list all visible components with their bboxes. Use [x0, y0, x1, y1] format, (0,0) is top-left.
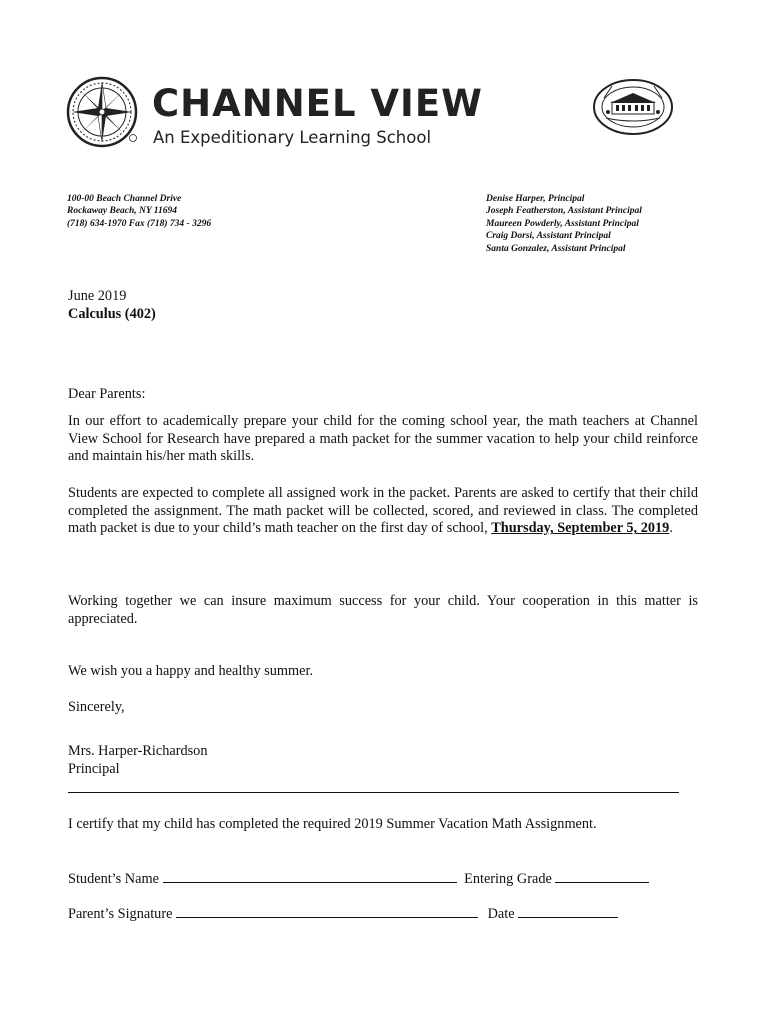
- entering-grade-field[interactable]: [555, 869, 649, 883]
- instructions-end: .: [669, 520, 673, 537]
- paragraph-cooperation: Working together we can insure maximum success for your child. Your cooperation in this matter is appreciated.: [68, 593, 698, 627]
- letter-date: June 2019: [68, 288, 127, 304]
- staff-list: [486, 193, 642, 255]
- student-name-field[interactable]: [163, 869, 457, 883]
- entering-grade-label: Entering Grade: [464, 871, 552, 887]
- signer-title: Principal: [68, 761, 120, 777]
- salutation: Dear Parents:: [68, 386, 146, 402]
- staff-line: Maureen Powderly, Assistant Principal: [486, 218, 639, 229]
- address-line: Rockaway Beach, NY 11694: [67, 206, 177, 217]
- closing: Sincerely,: [68, 699, 125, 715]
- staff-line: Joseph Featherston, Assistant Principal: [486, 206, 642, 217]
- divider-line: [68, 792, 679, 793]
- parent-signature-field[interactable]: [176, 904, 478, 918]
- staff-line: Craig Dorsi, Assistant Principal: [486, 231, 611, 242]
- compass-rose-logo: [66, 76, 138, 148]
- student-grade-row: [68, 869, 649, 888]
- signer-name: Mrs. Harper-Richardson: [68, 743, 208, 759]
- staff-line: Denise Harper, Principal: [486, 194, 585, 204]
- date-field[interactable]: [518, 904, 618, 918]
- certification-statement: I certify that my child has completed the required 2019 Summer Vacation Math Assignment.: [68, 816, 597, 832]
- school-tagline: An Expeditionary Learning School: [153, 128, 432, 147]
- letter-subject: Calculus (402): [68, 306, 156, 322]
- parent-signature-label: Parent’s Signature: [68, 906, 173, 922]
- school-address: [67, 193, 211, 230]
- paragraph-intro: In our effort to academically prepare your child for the coming school year, the math teachers at Channel View School for Research have prepared a math packet for the summer vacation to help your child reinforce and maintain his/her math skills.: [68, 413, 698, 465]
- school-name: CHANNEL VIEW: [152, 82, 483, 125]
- school-seal-logo: [592, 78, 674, 136]
- address-line: 100-00 Beach Channel Drive: [67, 194, 182, 204]
- instructions-text: Students are expected to complete all assigned work in the packet. Parents are asked to certify that their child completed the assignment. The math packet will be collected, scored, and reviewed in class. The completed math packet is due to your child’s math teacher on the first day of school,: [68, 485, 698, 537]
- paragraph-instructions: [68, 485, 698, 538]
- wish-line: We wish you a happy and healthy summer.: [68, 663, 314, 679]
- parent-date-row: [68, 904, 618, 923]
- due-date: Thursday, September 5, 2019: [491, 520, 670, 537]
- student-name-label: Student’s Name: [68, 871, 159, 887]
- date-label: Date: [487, 906, 515, 922]
- staff-line: Santa Gonzalez, Assistant Principal: [486, 243, 626, 254]
- address-line: (718) 634-1970 Fax (718) 734 - 3296: [67, 218, 212, 229]
